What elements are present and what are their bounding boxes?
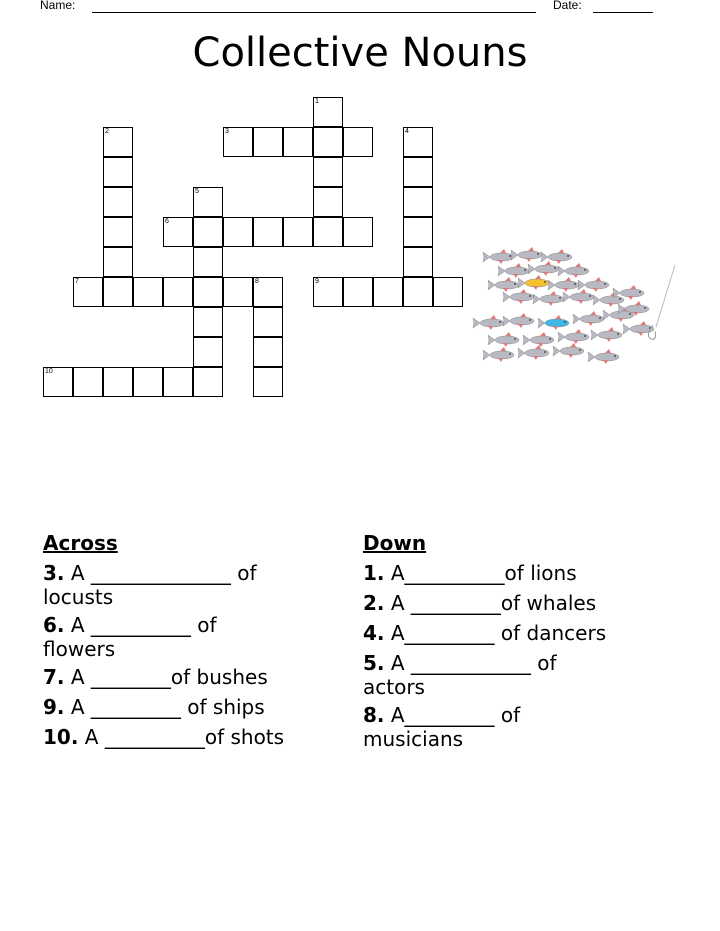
grid-cell[interactable] xyxy=(313,97,343,127)
clue-down-4: 4. A_________ of dancers xyxy=(363,621,607,645)
grid-cell[interactable] xyxy=(283,217,313,247)
grid-cell[interactable] xyxy=(193,247,223,277)
clue-down-2: 2. A _________of whales xyxy=(363,591,597,615)
grid-cell[interactable] xyxy=(403,187,433,217)
grid-cell[interactable] xyxy=(103,127,133,157)
grid-cell[interactable] xyxy=(73,367,103,397)
grid-cell[interactable] xyxy=(133,367,163,397)
grid-cell[interactable] xyxy=(313,187,343,217)
clue-down-5: 5. A ____________ of actors xyxy=(363,651,557,699)
date-label: Date: xyxy=(553,0,582,12)
grid-cell[interactable] xyxy=(253,217,283,247)
grid-cell[interactable] xyxy=(343,277,373,307)
grid-number: 6 xyxy=(165,218,169,225)
grid-cell[interactable] xyxy=(313,127,343,157)
grid-cell[interactable] xyxy=(313,277,343,307)
grid-cell[interactable] xyxy=(193,187,223,217)
grid-number: 1 xyxy=(315,98,319,105)
grid-number: 4 xyxy=(405,128,409,135)
date-line[interactable] xyxy=(593,12,653,13)
grid-cell[interactable] xyxy=(163,217,193,247)
grid-cell[interactable] xyxy=(253,337,283,367)
grid-cell[interactable] xyxy=(103,367,133,397)
grid-cell[interactable] xyxy=(403,217,433,247)
grid-cell[interactable] xyxy=(133,277,163,307)
grid-number: 5 xyxy=(195,188,199,195)
grid-cell[interactable] xyxy=(223,217,253,247)
down-heading: Down xyxy=(363,531,427,555)
grid-number: 3 xyxy=(225,128,229,135)
grid-number: 10 xyxy=(45,368,53,375)
grid-number: 9 xyxy=(315,278,319,285)
clue-across-6: 6. A __________ of flowers xyxy=(43,613,217,661)
grid-cell[interactable] xyxy=(253,307,283,337)
grid-cell[interactable] xyxy=(283,127,313,157)
clue-across-9: 9. A _________ of ships xyxy=(43,695,265,719)
clue-across-3: 3. A ______________ of locusts xyxy=(43,561,257,609)
school-of-fish-icon xyxy=(470,245,680,375)
grid-cell[interactable] xyxy=(193,337,223,367)
grid-cell[interactable] xyxy=(103,217,133,247)
grid-number: 8 xyxy=(255,278,259,285)
down-clues xyxy=(363,528,606,752)
grid-cell[interactable] xyxy=(103,277,133,307)
grid-cell[interactable] xyxy=(403,277,433,307)
grid-number: 7 xyxy=(75,278,79,285)
grid-cell[interactable] xyxy=(193,217,223,247)
clue-across-10: 10. A __________of shots xyxy=(43,725,285,749)
grid-cell[interactable] xyxy=(343,127,373,157)
grid-cell[interactable] xyxy=(193,367,223,397)
grid-cell[interactable] xyxy=(223,127,253,157)
grid-cell[interactable] xyxy=(313,217,343,247)
grid-cell[interactable] xyxy=(103,247,133,277)
grid-cell[interactable] xyxy=(253,367,283,397)
name-line[interactable] xyxy=(92,12,536,13)
grid-cell[interactable] xyxy=(403,247,433,277)
clue-down-8: 8. A_________ of musicians xyxy=(363,703,521,751)
grid-cell[interactable] xyxy=(193,277,223,307)
grid-cell[interactable] xyxy=(343,217,373,247)
clue-across-7: 7. A ________of bushes xyxy=(43,665,268,689)
grid-cell[interactable] xyxy=(103,187,133,217)
grid-cell[interactable] xyxy=(103,157,133,187)
grid-cell[interactable] xyxy=(313,157,343,187)
across-heading: Across xyxy=(43,531,118,555)
grid-cell[interactable] xyxy=(163,367,193,397)
grid-cell[interactable] xyxy=(403,157,433,187)
grid-cell[interactable] xyxy=(43,367,73,397)
grid-cell[interactable] xyxy=(403,127,433,157)
grid-cell[interactable] xyxy=(433,277,463,307)
grid-cell[interactable] xyxy=(253,277,283,307)
grid-cell[interactable] xyxy=(163,277,193,307)
name-label: Name: xyxy=(40,0,76,12)
page-title: Collective Nouns xyxy=(192,30,528,76)
grid-cell[interactable] xyxy=(223,277,253,307)
grid-cell[interactable] xyxy=(373,277,403,307)
grid-cell[interactable] xyxy=(193,307,223,337)
grid-cell[interactable] xyxy=(73,277,103,307)
clue-down-1: 1. A__________of lions xyxy=(363,561,577,585)
grid-cell[interactable] xyxy=(253,127,283,157)
grid-number: 2 xyxy=(105,128,109,135)
across-clues xyxy=(43,528,284,752)
